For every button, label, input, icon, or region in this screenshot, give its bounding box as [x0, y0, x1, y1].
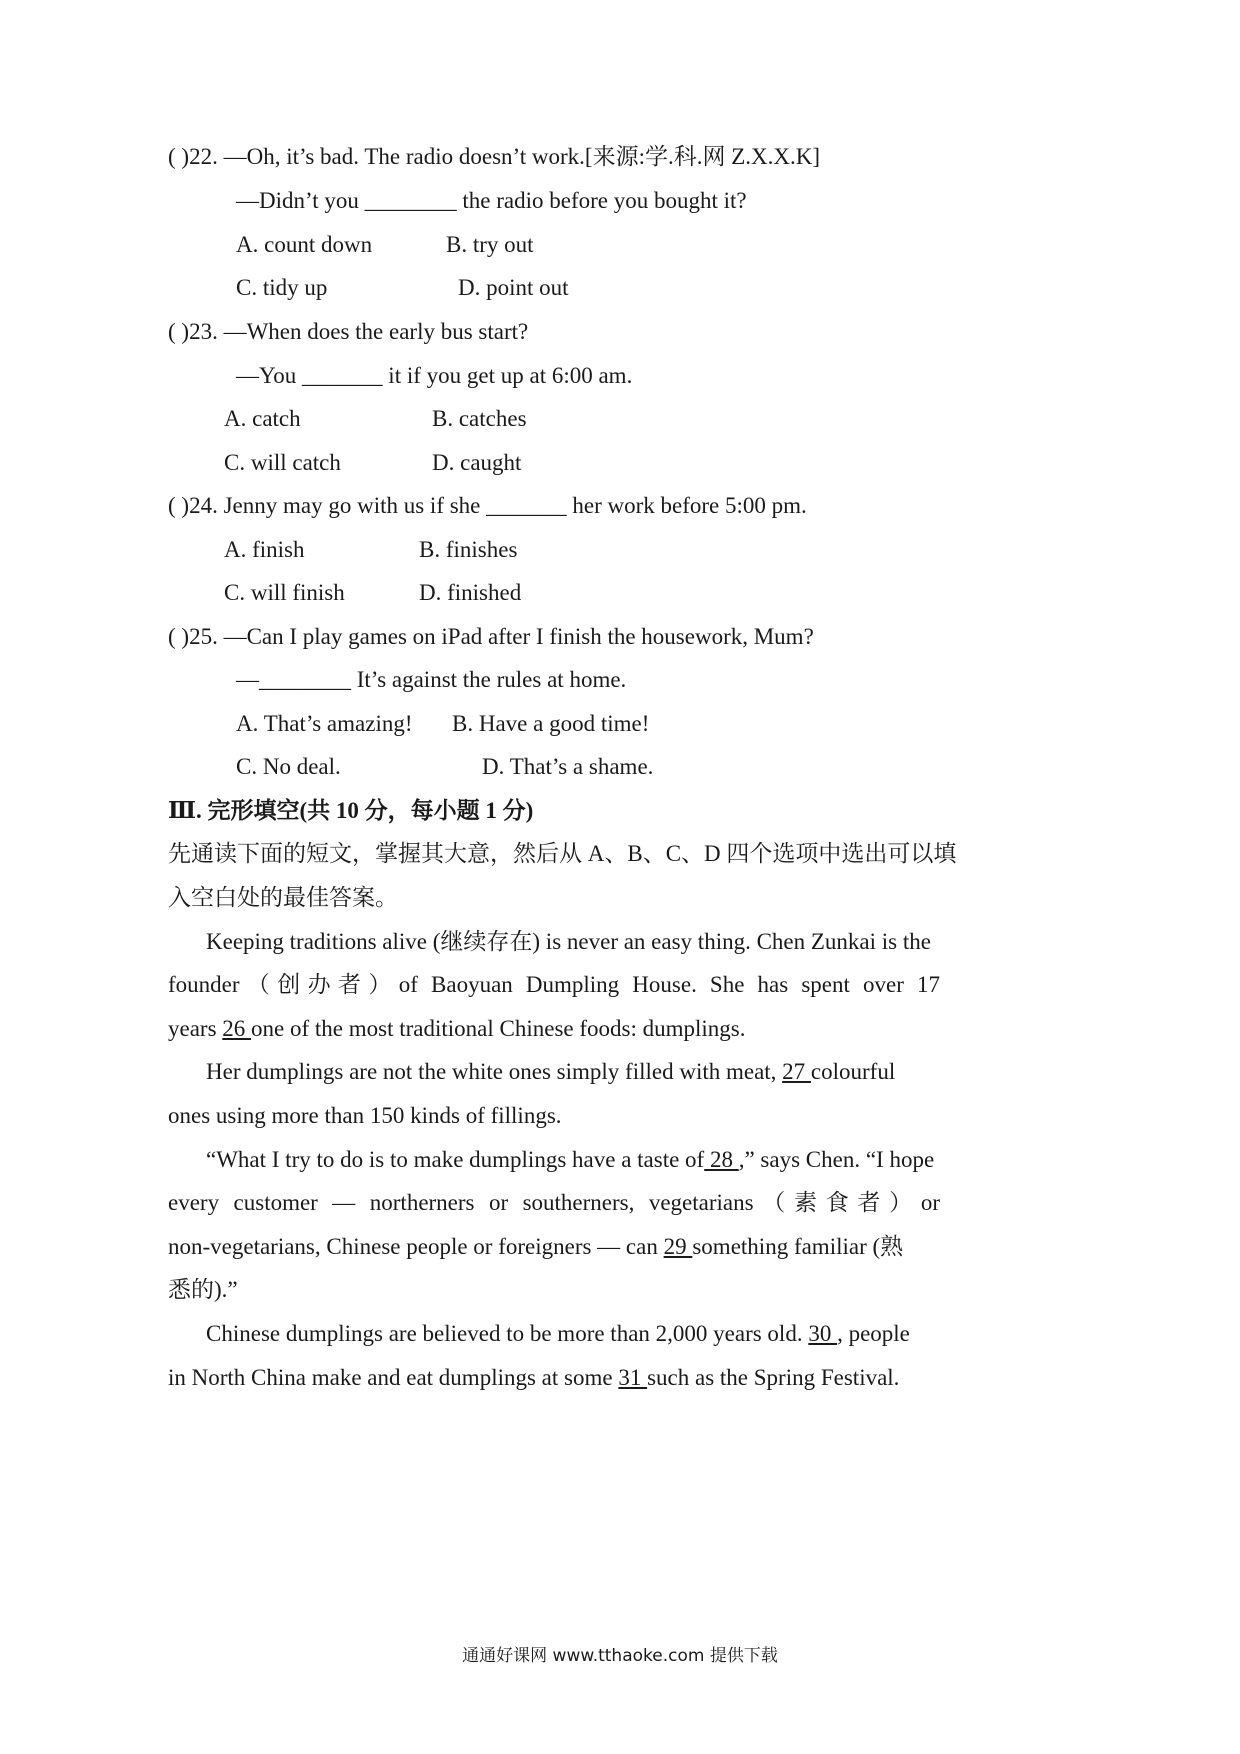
question-24-option-b: B. finishes	[419, 537, 518, 562]
passage-text: something familiar (熟	[692, 1234, 904, 1259]
passage-p3-line-2: every customer — northerners or southerners, vegetarians（素食者）or	[168, 1190, 940, 1215]
blank-26: 26	[222, 1016, 252, 1041]
question-25-stem	[168, 622, 814, 652]
question-23-option-d: D. caught	[432, 450, 522, 475]
question-23-line-2: —You _______ it if you get up at 6:00 am.	[236, 363, 633, 388]
question-24-prefix: ( )24.	[168, 493, 218, 518]
question-24-option-c: C. will finish	[224, 580, 345, 605]
question-24-line-1: Jenny may go with us if she _______ her work before 5:00 pm.	[223, 493, 807, 518]
question-22-line-1: —Oh, it’s bad. The radio doesn’t work.[来源:学.科.网 Z.X.X.K]	[223, 144, 821, 169]
passage-text: “What I try to do is to make dumplings have a taste of	[206, 1147, 705, 1172]
passage-text: Her dumplings are not the white ones simply filled with meat,	[206, 1059, 783, 1084]
question-22-prefix: ( )22.	[168, 144, 218, 169]
passage-p3-line-3	[168, 1232, 903, 1262]
blank-28: 28	[704, 1147, 739, 1172]
passage-p4-line-2	[168, 1363, 899, 1393]
passage-text: Chinese dumplings are believed to be more than 2,000 years old.	[206, 1321, 809, 1346]
question-24-option-a: A. finish	[224, 537, 305, 562]
passage-p3-line-1	[206, 1145, 934, 1175]
question-22-option-b: B. try out	[446, 232, 534, 257]
passage-text: in North China make and eat dumplings at some	[168, 1365, 619, 1390]
passage-p2-line-1	[206, 1057, 895, 1087]
question-25-option-a: A. That’s amazing!	[236, 711, 413, 736]
question-24-option-d: D. finished	[419, 580, 522, 605]
question-25-option-b: B. Have a good time!	[452, 711, 650, 736]
question-23-option-a: A. catch	[224, 406, 301, 431]
passage-p3-line-4: 悉的).”	[168, 1277, 238, 1302]
passage-p4-line-1	[206, 1319, 910, 1349]
passage-text: years	[168, 1016, 223, 1041]
question-23-option-c: C. will catch	[224, 450, 341, 475]
passage-p1-line-3	[168, 1014, 745, 1044]
question-22-stem	[168, 142, 820, 172]
blank-27: 27	[782, 1059, 811, 1084]
question-25-option-d: D. That’s a shame.	[482, 754, 654, 779]
question-24-stem	[168, 491, 807, 521]
passage-text: colourful	[810, 1059, 896, 1084]
question-22-option-a: A. count down	[236, 232, 373, 257]
question-22-option-d: D. point out	[458, 275, 569, 300]
question-23-option-b: B. catches	[432, 406, 527, 431]
page-footer: 通通好课网 www.tthaoke.com 提供下载	[462, 1646, 778, 1666]
passage-text: such as the Spring Festival.	[647, 1365, 900, 1390]
question-25-option-c: C. No deal.	[236, 754, 341, 779]
passage-text: , people	[837, 1321, 910, 1346]
passage-p2-line-2: ones using more than 150 kinds of fillings.	[168, 1103, 562, 1128]
blank-31: 31	[618, 1365, 648, 1390]
question-23-line-1: —When does the early bus start?	[223, 319, 529, 344]
question-25-prefix: ( )25.	[168, 624, 218, 649]
passage-text: non-vegetarians, Chinese people or foreigners — can	[168, 1234, 664, 1259]
question-25-line-1: —Can I play games on iPad after I finish the housework, Mum?	[223, 624, 814, 649]
passage-text: ,” says Chen. “I hope	[738, 1147, 935, 1172]
question-23-prefix: ( )23.	[168, 319, 218, 344]
blank-29: 29	[663, 1234, 693, 1259]
section-heading: Ⅲ. 完形填空(共 10 分，每小题 1 分)	[168, 798, 534, 823]
passage-p1-line-1: Keeping traditions alive (继续存在) is never an easy thing. Chen Zunkai is the	[206, 929, 931, 954]
section-instruction-line-2: 入空白处的最佳答案。	[168, 885, 398, 910]
question-22-option-c: C. tidy up	[236, 275, 328, 300]
blank-30: 30	[808, 1321, 838, 1346]
question-22-line-2: —Didn’t you ________ the radio before you bought it?	[236, 188, 747, 213]
question-25-line-2: —________ It’s against the rules at home.	[236, 667, 627, 692]
question-23-stem	[168, 317, 528, 347]
passage-p1-line-2: founder（创办者）of Baoyuan Dumpling House. She has spent over 17	[168, 972, 940, 997]
passage-text: one of the most traditional Chinese foods: dumplings.	[251, 1016, 746, 1041]
section-instruction-line-1: 先通读下面的短文，掌握其大意，然后从 A、B、C、D 四个选项中选出可以填	[168, 841, 957, 866]
